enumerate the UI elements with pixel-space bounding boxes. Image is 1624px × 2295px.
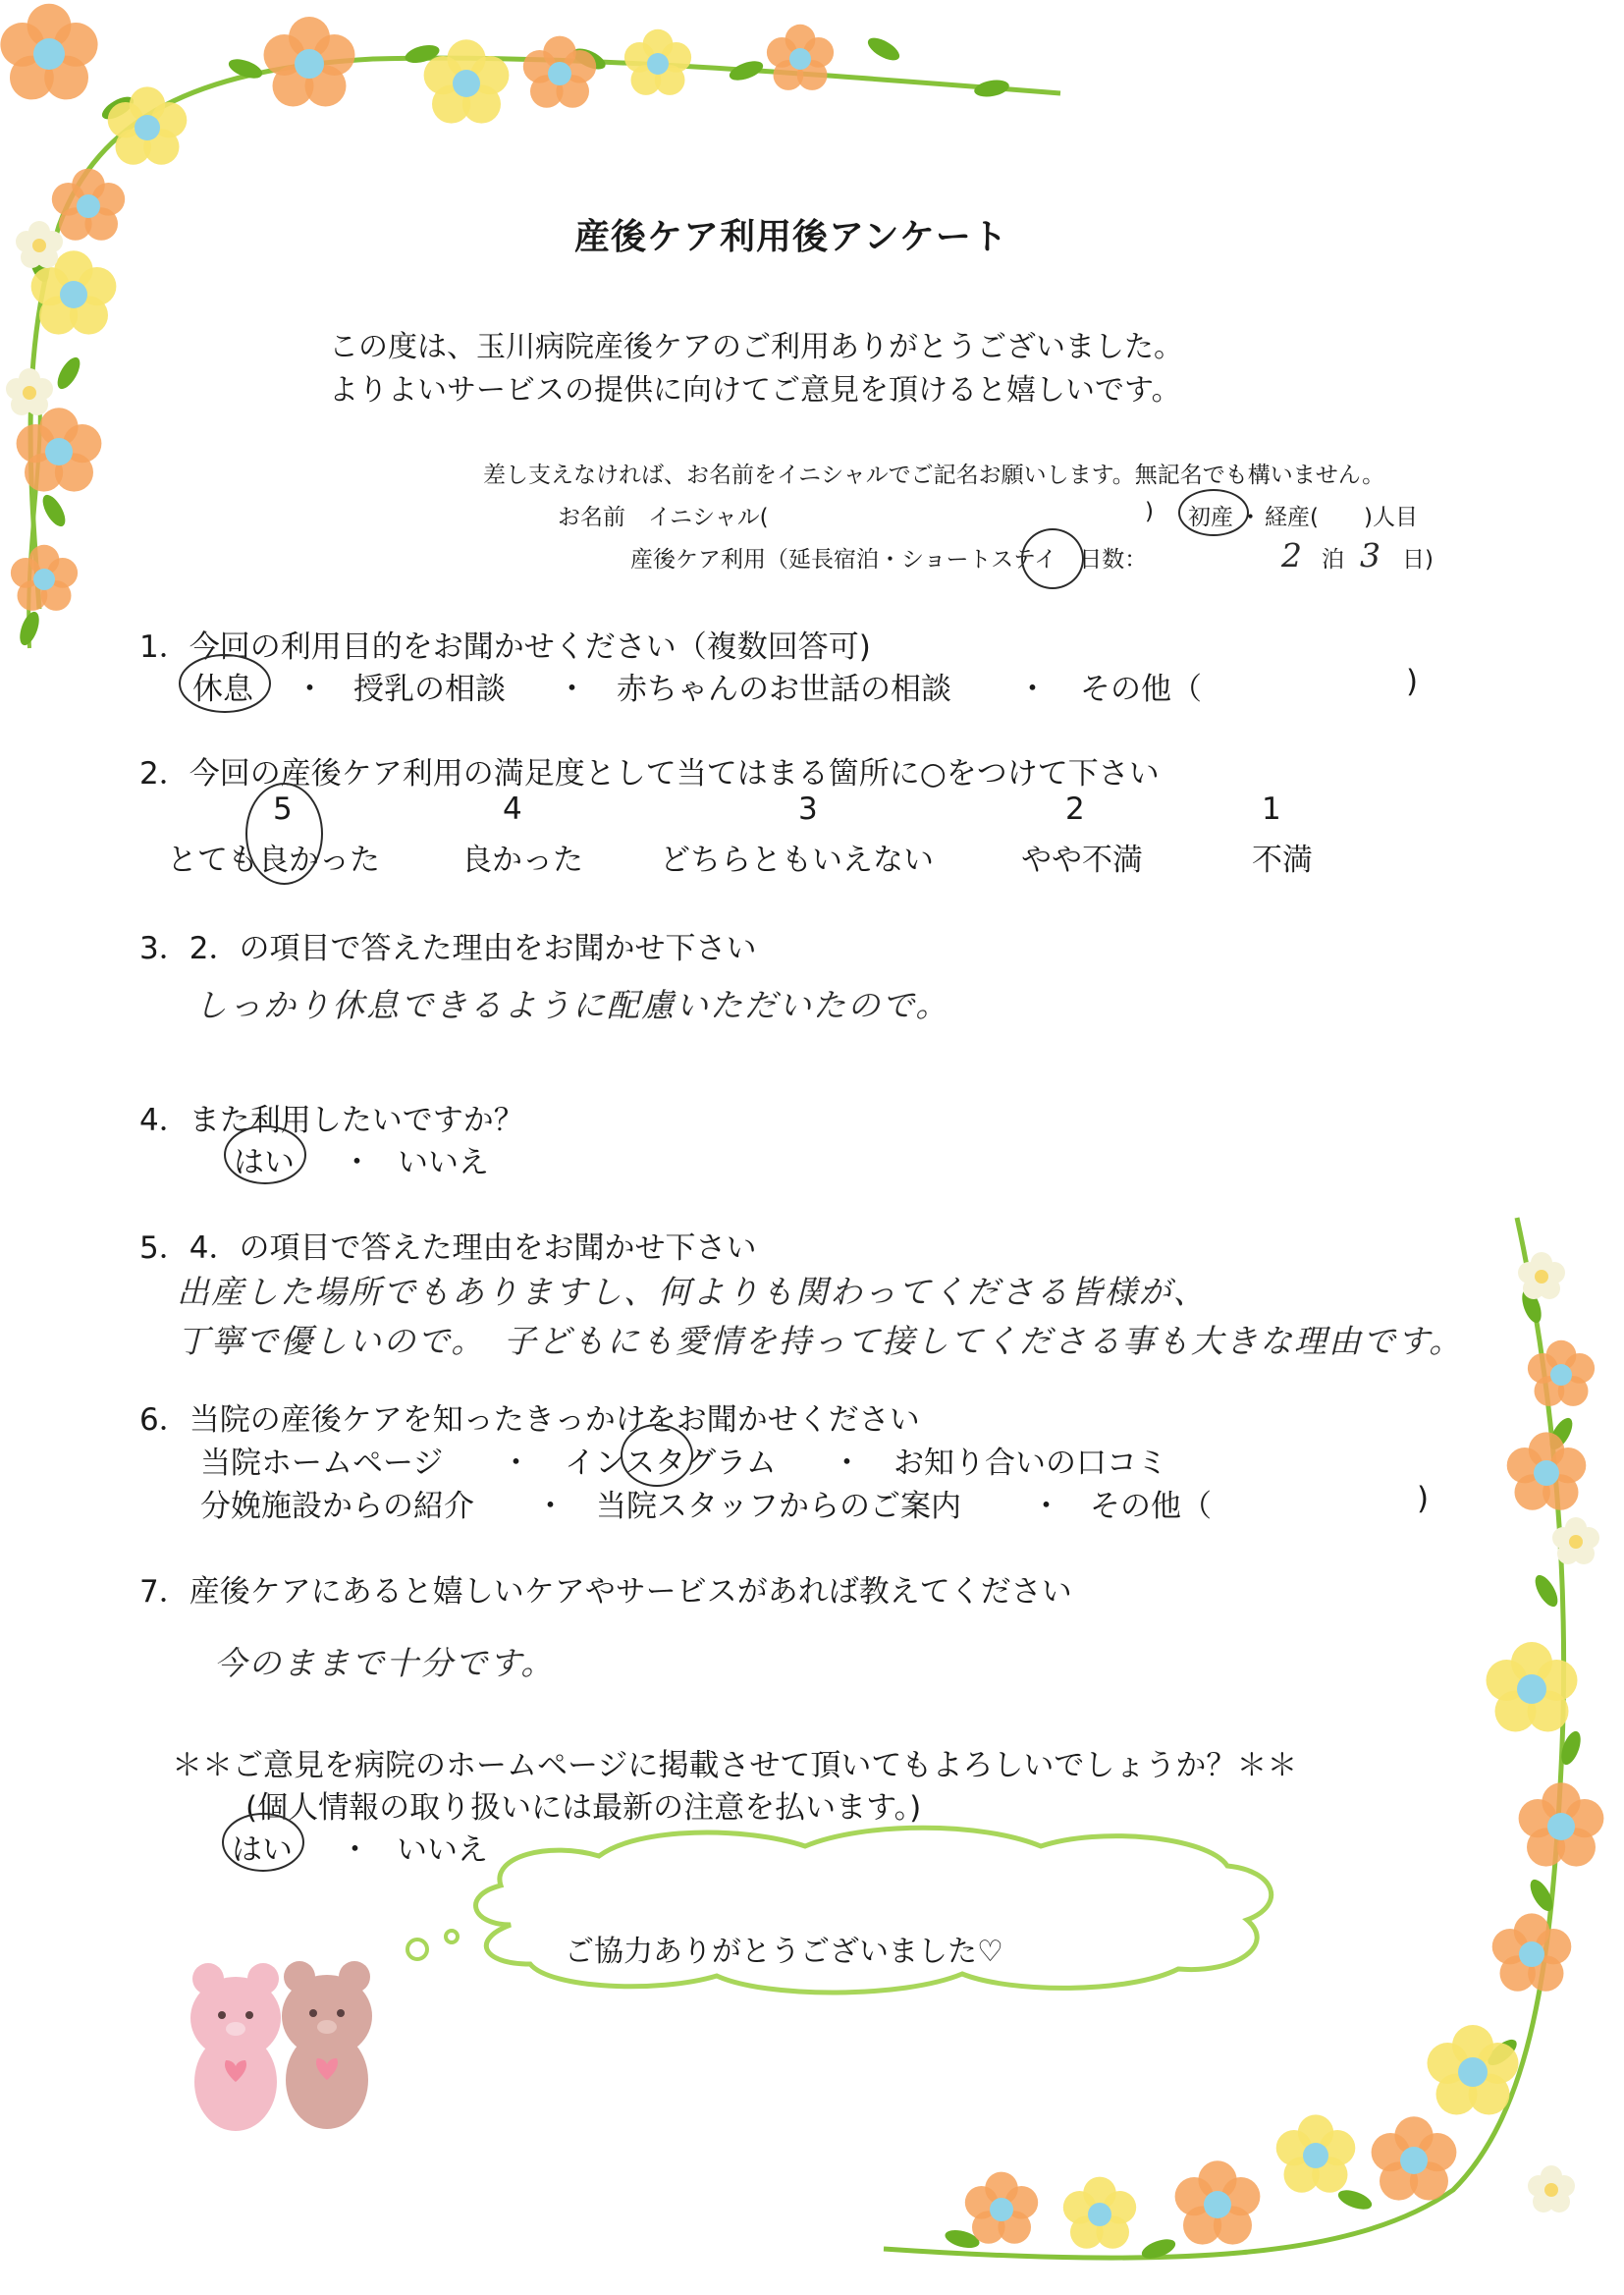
q6-option-referral[interactable]: 分娩施設からの紹介 — [200, 1489, 474, 1524]
brown-bear — [282, 1961, 372, 2129]
q4-question: 4．また利用したいですか？ — [139, 1103, 524, 1138]
initials-note: 差し支えなければ、お名前をイニシャルでご記名お願いします。無記名でも構いません。 — [483, 463, 1385, 488]
closing-message: ご協力ありがとうございました♡ — [565, 1935, 1003, 1969]
q3-answer: しっかり休息できるように配慮いただいたので。 — [194, 986, 950, 1024]
nights-value: 2 — [1281, 536, 1304, 574]
usage-label: 産後ケア利用（延長宿泊・ショートステイ 日数： — [630, 547, 1148, 573]
days-unit: 日) — [1402, 547, 1434, 573]
q2-score-3[interactable]: 3 — [798, 792, 818, 827]
parity-first-option[interactable]: 初産 — [1188, 505, 1233, 530]
q1-question: 1．今回の利用目的をお聞かせください（複数回答可) — [139, 629, 871, 665]
q6-other-close: ) — [1417, 1481, 1430, 1516]
q2-label-somewhat-dissatisfied: やや不満 — [1021, 843, 1143, 878]
q1-selection-circle — [179, 654, 271, 713]
q1-option-baby-care[interactable]: 赤ちゃんのお世話の相談 — [617, 672, 951, 707]
q2-label-dissatisfied: 不満 — [1252, 843, 1313, 878]
q6-sep-1: ・ — [501, 1446, 531, 1481]
nights-unit: 泊 — [1322, 547, 1344, 573]
q1-option-rest[interactable]: 休息 — [192, 672, 253, 707]
q2-label-very-good: とても良かった — [167, 843, 380, 878]
consent-question: ＊＊ご意見を病院のホームページに掲載させて頂いてもよろしいでしょうか？＊＊ — [172, 1748, 1298, 1783]
page-title: 産後ケア利用後アンケート — [574, 217, 1008, 257]
q1-option-breastfeeding[interactable]: 授乳の相談 — [353, 672, 506, 707]
q5-question: 5．4．の項目で答えた理由をお聞かせ下さい — [139, 1230, 757, 1266]
parity-multipara-option[interactable]: 経産( )人目 — [1265, 505, 1418, 530]
q5-answer-line-2: 丁寧で優しいので。 子どもにも愛情を持って接してくださる事も大きな理由です。 — [177, 1322, 1464, 1360]
short-stay-selection-circle — [1021, 528, 1084, 589]
intro-line-1: この度は、玉川病院産後ケアのご利用ありがとうございました。 — [329, 330, 1183, 364]
q1-sep-3: ・ — [1017, 672, 1048, 707]
q3-question: 3．2．の項目で答えた理由をお聞かせ下さい — [139, 931, 757, 966]
q5-answer-line-1: 出産した場所でもありますし、何よりも関わってくださる皆様が、 — [177, 1273, 1208, 1311]
q2-score-4[interactable]: 4 — [503, 792, 522, 827]
bear-couple — [190, 1961, 372, 2131]
q6-selection-circle — [621, 1424, 693, 1487]
name-initial-close: ) — [1145, 499, 1154, 524]
q2-score-1[interactable]: 1 — [1262, 792, 1281, 827]
q1-sep-1: ・ — [295, 672, 325, 707]
q6-option-staff[interactable]: 当院スタッフからのご案内 — [596, 1489, 961, 1524]
q4-selection-circle — [224, 1125, 306, 1184]
consent-separator: ・ — [340, 1832, 370, 1868]
consent-note: (個人情報の取り扱いには最新の注意を払います。) — [245, 1790, 922, 1826]
q1-other-close: ) — [1406, 664, 1419, 699]
q1-option-other[interactable]: その他（ — [1080, 672, 1202, 707]
q6-option-other[interactable]: その他（ — [1090, 1489, 1212, 1524]
pink-bear — [190, 1963, 281, 2131]
consent-option-no[interactable]: いいえ — [397, 1832, 488, 1868]
consent-option-yes[interactable]: はい — [232, 1832, 293, 1868]
q6-sep-3: ・ — [535, 1489, 566, 1524]
days-value: 3 — [1360, 536, 1382, 574]
name-initial-label: お名前 イニシャル( — [558, 505, 769, 530]
q4-option-yes[interactable]: はい — [234, 1145, 295, 1180]
q6-option-website[interactable]: 当院ホームページ — [200, 1446, 444, 1481]
q2-score-5[interactable]: 5 — [273, 792, 293, 827]
q6-sep-2: ・ — [832, 1446, 862, 1481]
q2-score-2[interactable]: 2 — [1065, 792, 1085, 827]
q6-option-word-of-mouth[interactable]: お知り合いの口コミ — [893, 1446, 1167, 1481]
intro-line-2: よりよいサービスの提供に向けてご意見を頂けると嬉しいです。 — [329, 373, 1181, 408]
q2-question: 2．今回の産後ケア利用の満足度として当てはまる箇所に○をつけて下さい — [139, 756, 1160, 792]
q4-option-no[interactable]: いいえ — [398, 1145, 489, 1180]
parity-separator: ・ — [1239, 505, 1262, 530]
q7-answer: 今のままで十分です。 — [214, 1644, 556, 1682]
consent-selection-circle — [222, 1813, 304, 1872]
q6-question: 6．当院の産後ケアを知ったきっかけをお聞かせください — [139, 1402, 920, 1438]
q6-sep-4: ・ — [1031, 1489, 1061, 1524]
q6-option-instagram[interactable]: インスタグラム — [565, 1446, 777, 1481]
q1-sep-2: ・ — [557, 672, 587, 707]
q4-separator: ・ — [342, 1145, 372, 1180]
q2-label-neutral: どちらともいえない — [660, 843, 934, 878]
q2-label-good: 良かった — [461, 843, 583, 878]
q7-question: 7．産後ケアにあると嬉しいケアやサービスがあれば教えてください — [139, 1574, 1072, 1610]
